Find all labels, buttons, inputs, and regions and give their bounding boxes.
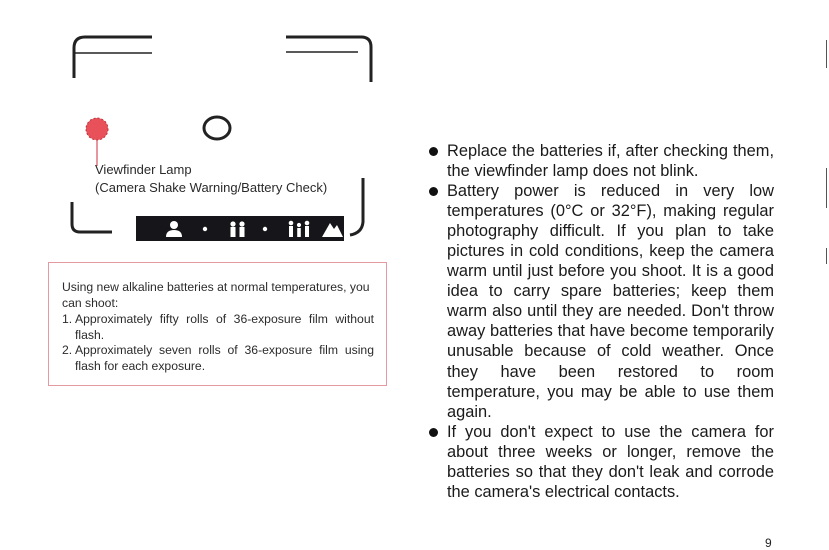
separator-dot-icon xyxy=(263,227,267,231)
scan-edge-mark xyxy=(826,168,827,208)
bullet-icon xyxy=(429,428,438,437)
frame-corner-top-right xyxy=(286,37,371,82)
group-mode-icon xyxy=(230,221,244,237)
crowd-mode-icon xyxy=(289,221,310,237)
list-item xyxy=(62,312,374,343)
separator-dot-icon xyxy=(203,227,207,231)
frame-corner-bottom-left xyxy=(72,202,112,232)
list-item xyxy=(62,343,374,374)
bullet-icon xyxy=(429,187,438,196)
page-number: 9 xyxy=(765,536,772,550)
list-item xyxy=(428,141,774,181)
lamp-sublabel: (Camera Shake Warning/Battery Check) xyxy=(95,180,328,195)
list-item-text: Approximately seven rolls of 36-exposure film using flash for each exposure. xyxy=(75,343,374,373)
frame-corner-bottom-right xyxy=(350,178,363,235)
info-intro: Using new alkaline batteries at normal temperatures, you can shoot: xyxy=(62,280,370,310)
scan-edge-mark xyxy=(826,40,827,68)
list-item xyxy=(428,422,774,502)
landscape-mode-icon xyxy=(322,223,343,237)
center-circle xyxy=(204,117,230,139)
lamp-label: Viewfinder Lamp xyxy=(95,162,192,177)
info-list xyxy=(62,312,374,374)
list-item-text: Approximately fifty rolls of 36-exposure film without flash. xyxy=(75,312,374,342)
bullet-text: If you don't expect to use the camera for about three weeks or longer, remove the batteries so that they don't leak and corrode the camera's electrical contacts. xyxy=(447,422,774,501)
battery-instructions-list xyxy=(428,141,774,502)
portrait-mode-icon xyxy=(166,221,182,237)
bullet-text: Battery power is reduced in very low temperatures (0°C or 32°F), making regular photography difficult. If you plan to take pictures in cold conditions, keep the camera warm until just before you shoot. It is a good idea to carry spare batteries; keep them warm also until they are needed. Don't throw away batteries that have become temporarily unusable because of cold weather. Once they have been restored to room temperature, you may be able to use them again. xyxy=(447,182,774,421)
bullet-icon xyxy=(429,147,438,156)
scan-edge-mark xyxy=(826,248,827,264)
list-item xyxy=(428,181,774,422)
viewfinder-info-strip xyxy=(136,216,344,241)
frame-corner-top-left xyxy=(74,37,152,78)
list-item-number: 1. xyxy=(62,312,73,326)
battery-capacity-box xyxy=(48,262,387,386)
bullet-text: Replace the batteries if, after checking them, the viewfinder lamp does not blink. xyxy=(447,142,774,181)
list-item-number: 2. xyxy=(62,343,73,357)
